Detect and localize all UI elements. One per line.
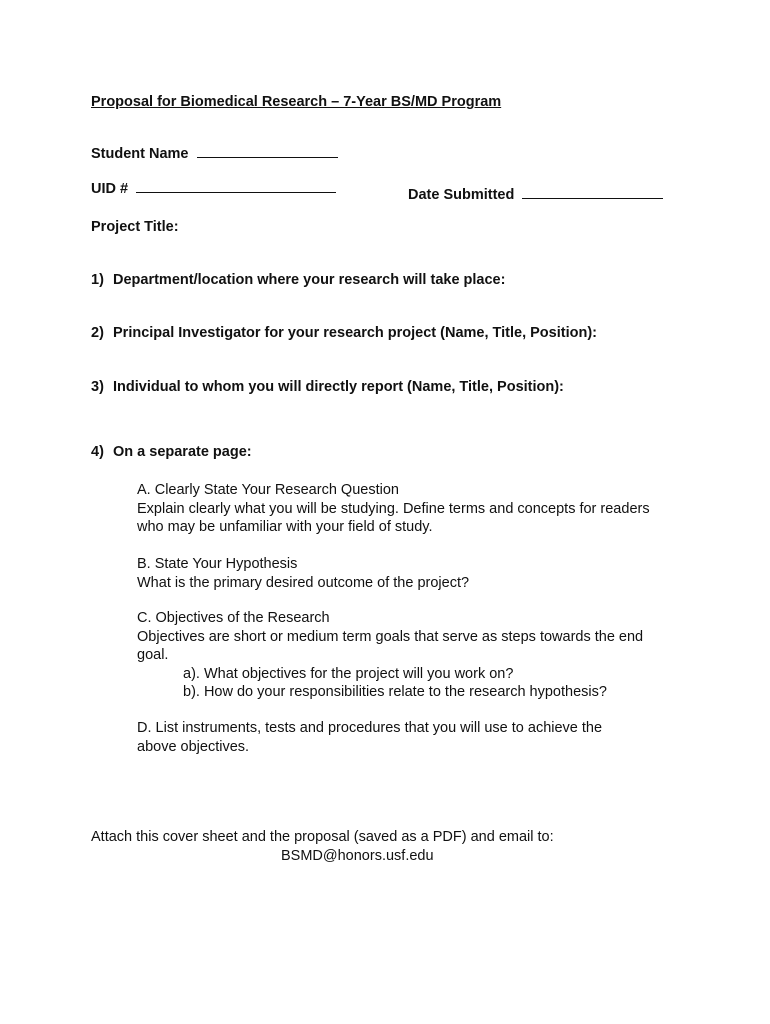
section-d	[137, 719, 637, 756]
date-submitted-field[interactable]	[408, 187, 663, 203]
question-number: 2)	[91, 325, 104, 341]
question-number: 4)	[91, 444, 104, 460]
question-2	[91, 325, 597, 341]
project-title-label: Project Title:	[91, 219, 179, 235]
footer-email: BSMD@honors.usf.edu	[281, 848, 434, 864]
uid-field[interactable]	[91, 181, 336, 197]
question-text: Department/location where your research will take place:	[113, 272, 506, 288]
footer-instructions: Attach this cover sheet and the proposal (saved as a PDF) and email to:	[91, 829, 554, 845]
page-title: Proposal for Biomedical Research – 7-Year BS/MD Program	[91, 94, 502, 110]
student-name-field[interactable]	[91, 146, 338, 162]
question-text: Principal Investigator for your research project (Name, Title, Position):	[113, 325, 597, 341]
section-c	[137, 609, 647, 702]
section-b-heading: B. State Your Hypothesis	[137, 556, 298, 572]
question-text: On a separate page:	[113, 444, 252, 460]
section-c-sub-a: a). What objectives for the project will you work on?	[183, 665, 514, 682]
uid-label: UID #	[91, 181, 129, 197]
section-d-body: D. List instruments, tests and procedures that you will use to achieve the above objectives.	[137, 720, 603, 755]
section-c-heading: C. Objectives of the Research	[137, 610, 330, 626]
section-a	[137, 481, 657, 537]
uid-blank[interactable]	[136, 192, 336, 193]
section-b-body: What is the primary desired outcome of the project?	[137, 574, 470, 591]
section-c-sub-b: b). How do your responsibilities relate to the research hypothesis?	[183, 684, 607, 700]
section-b	[137, 555, 657, 592]
student-name-label: Student Name	[91, 146, 189, 162]
question-4	[91, 444, 252, 460]
student-name-blank[interactable]	[197, 157, 338, 158]
date-submitted-label: Date Submitted	[408, 187, 515, 203]
question-number: 1)	[91, 272, 104, 288]
question-1	[91, 272, 505, 288]
section-a-body: Explain clearly what you will be studying. Define terms and concepts for readers who may be unfamiliar with your field of study.	[137, 500, 650, 535]
section-c-body: Objectives are short or medium term goals that serve as steps towards the end goal.	[137, 628, 644, 663]
date-submitted-blank[interactable]	[522, 198, 663, 199]
section-a-heading: A. Clearly State Your Research Question	[137, 482, 399, 498]
question-3	[91, 379, 564, 395]
question-number: 3)	[91, 379, 104, 395]
question-text: Individual to whom you will directly report (Name, Title, Position):	[113, 379, 564, 395]
